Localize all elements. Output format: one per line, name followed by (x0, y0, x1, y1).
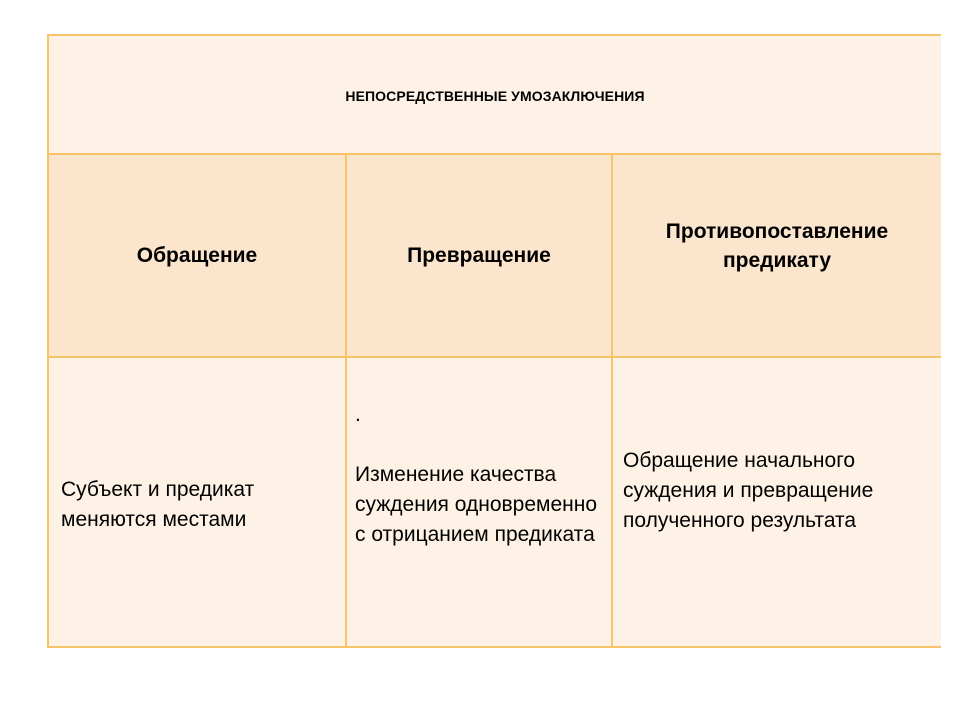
cell-text: Изменение качества суждения одновременно с отрицанием предиката (355, 463, 598, 546)
cell-text: Субъект и предикат меняются местами (61, 478, 255, 531)
cell-conversion-description (47, 356, 345, 648)
column-header-contraposition (611, 153, 941, 356)
cell-obversion-description (345, 356, 611, 648)
table-title-row (47, 34, 941, 153)
column-header-label: Противопоставление предикату (665, 219, 889, 272)
cell-bullet-dot: . (355, 403, 361, 426)
cell-text: Обращение начального суждения и превращение полученного результата (623, 449, 874, 532)
inference-table (47, 34, 941, 648)
column-header-conversion (47, 153, 345, 356)
column-header-obversion (345, 153, 611, 356)
table-title: НЕПОСРЕДСТВЕННЫЕ УМОЗАКЛЮЧЕНИЯ (345, 87, 645, 104)
column-header-label: Обращение (136, 244, 258, 267)
cell-contraposition-description (611, 356, 941, 648)
column-header-label: Превращение (407, 244, 551, 267)
